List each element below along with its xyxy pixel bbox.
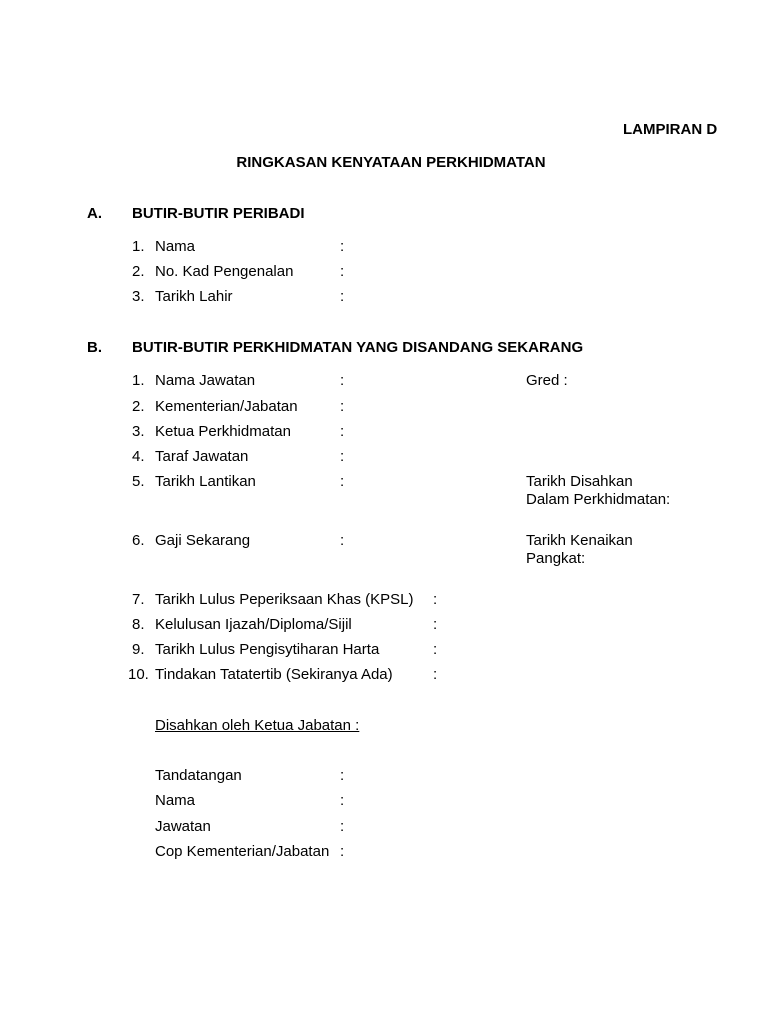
document-title: RINGKASAN KENYATAAN PERKHIDMATAN	[236, 154, 546, 171]
field-label: Nama	[155, 792, 196, 809]
item-label: Nama	[155, 238, 196, 255]
confirmation-date-label: Tarikh Disahkan	[526, 473, 633, 490]
item-colon: :	[340, 448, 345, 465]
item-colon: :	[340, 238, 345, 255]
item-label: Tarikh Lahir	[155, 288, 233, 305]
item-colon: :	[433, 666, 438, 683]
item-number: 8.	[132, 616, 145, 633]
section-b-letter: B.	[87, 339, 102, 356]
field-label: Cop Kementerian/Jabatan	[155, 843, 330, 860]
section-a-letter: A.	[87, 205, 102, 222]
item-colon: :	[340, 263, 345, 280]
item-label: Kementerian/Jabatan	[155, 398, 298, 415]
item-number: 2.	[132, 263, 145, 280]
item-label: Taraf Jawatan	[155, 448, 249, 465]
item-colon: :	[340, 423, 345, 440]
item-label: Tarikh Lulus Peperiksaan Khas (KPSL)	[155, 591, 414, 608]
item-number: 3.	[132, 288, 145, 305]
item-number: 4.	[132, 448, 145, 465]
item-colon: :	[340, 398, 345, 415]
item-number: 9.	[132, 641, 145, 658]
item-number: 7.	[132, 591, 145, 608]
section-a-heading: BUTIR-BUTIR PERIBADI	[132, 205, 305, 222]
item-number: 5.	[132, 473, 145, 490]
item-colon: :	[433, 641, 438, 658]
confirmation-date-label-line2: Dalam Perkhidmatan:	[526, 491, 671, 508]
section-b-heading: BUTIR-BUTIR PERKHIDMATAN YANG DISANDANG SEKARANG	[132, 339, 584, 356]
item-number: 10.	[128, 666, 149, 683]
certification-heading: Disahkan oleh Ketua Jabatan :	[155, 717, 360, 734]
item-label: Ketua Perkhidmatan	[155, 423, 291, 440]
item-colon: :	[433, 616, 438, 633]
item-label: Kelulusan Ijazah/Diploma/Sijil	[155, 616, 352, 633]
item-label: Tindakan Tatatertib (Sekiranya Ada)	[155, 666, 393, 683]
promotion-date-label: Tarikh Kenaikan	[526, 532, 633, 549]
field-colon: :	[340, 843, 345, 860]
item-label: No. Kad Pengenalan	[155, 263, 294, 280]
field-colon: :	[340, 767, 345, 784]
item-label: Gaji Sekarang	[155, 532, 251, 549]
item-label: Tarikh Lulus Pengisytiharan Harta	[155, 641, 380, 658]
item-colon: :	[340, 473, 345, 490]
appendix-label: LAMPIRAN D	[623, 121, 718, 138]
item-colon: :	[433, 591, 438, 608]
field-label: Jawatan	[155, 818, 211, 835]
item-label: Tarikh Lantikan	[155, 473, 256, 490]
field-colon: :	[340, 792, 345, 809]
promotion-date-label-line2: Pangkat:	[526, 550, 586, 567]
item-number: 3.	[132, 423, 145, 440]
item-number: 6.	[132, 532, 145, 549]
item-number: 1.	[132, 372, 145, 389]
item-number: 2.	[132, 398, 145, 415]
field-colon: :	[340, 818, 345, 835]
gred-label: Gred :	[526, 372, 568, 389]
item-colon: :	[340, 288, 345, 305]
field-label: Tandatangan	[155, 767, 242, 784]
item-colon: :	[340, 532, 345, 549]
item-colon: :	[340, 372, 345, 389]
item-number: 1.	[132, 238, 145, 255]
item-label: Nama Jawatan	[155, 372, 256, 389]
